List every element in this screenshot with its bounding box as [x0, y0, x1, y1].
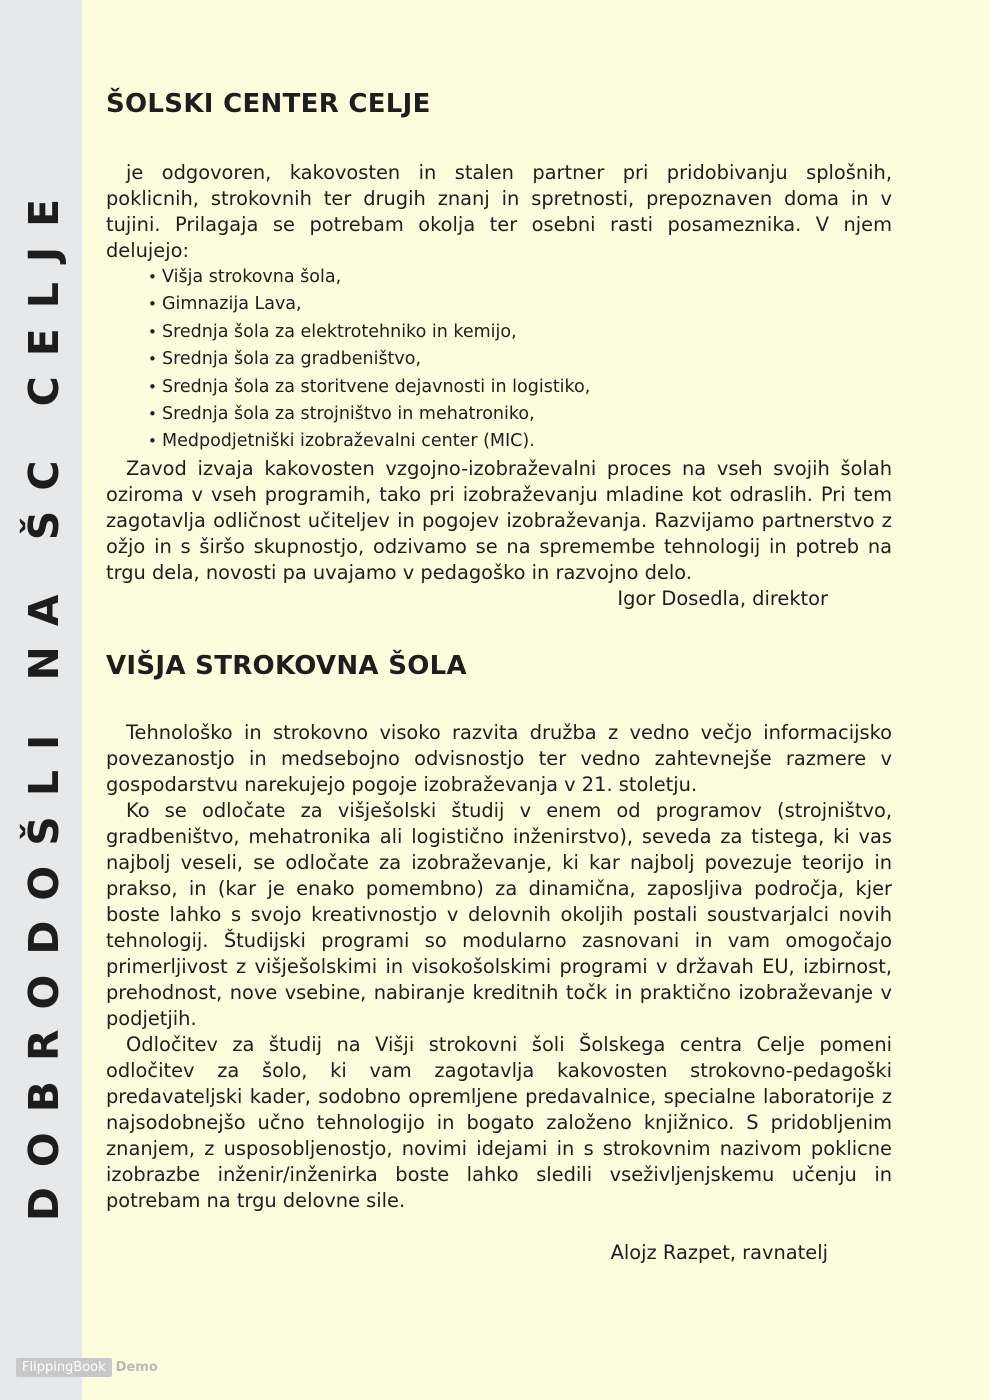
- list-item: • Srednja šola za strojništvo in mehatroniko,: [148, 401, 892, 428]
- intro-paragraph: je odgovoren, kakovosten in stalen partner pri pridobivanju splošnih, poklicnih, strokovnih ter drugih znanj in spretnosti, prepoznaven doma in v tujini. Prilagaja se potrebam okolja ter osebni rasti posameznika. V njem delujejo:: [106, 161, 892, 262]
- body-paragraph: Odločitev za študij na Višji strokovni šoli Šolskega centra Celje pomeni odločitev za šolo, ki vam zagotavlja kakovosten strokovno-pedagoški predavateljski kader, sodobno opremljene predavalnice, specialne laboratorije z najsodobnejšo učno tehnologijo in bogato založeno knjižnico. S pridobljenim znanjem, z usposobljenostjo, novimi idejami in s strokovnim nazivom poklicne izobrazbe inženir/inženirka boste lahko sledili vseživljenjskemu učenju in potrebam na trgu delovne sile.: [106, 1032, 892, 1212]
- watermark-brand: FlippingBook: [16, 1358, 112, 1377]
- signature-principal: Alojz Razpet, ravnatelj: [610, 1240, 828, 1264]
- body-paragraph: Ko se odločate za višješolski študij v enem od programov (strojništvo, gradbeništvo, mehatronika ali logistično inženirstvo), seveda za tistega, ki vas najbolj veseli, se odločate za izobraževanje, ki kar najbolj povezuje teorijo in prakso, in (kar je enako pomembno) za dinamična, zaposljiva področja, kjer boste lahko s svojo kreativnostjo v delovnih okoljih postali soustvarjalci novih tehnologij. Študijski programi so modularno zasnovani in vam omogočajo primerljivost z višješolskimi in visokošolskimi programi v državah EU, izbirnost, prehodnost, nove vsebine, nabiranje kreditnih točk in praktično izobraževanje v podjetjih.: [106, 798, 892, 1030]
- section-heading-visja-sola: VIŠJA STROKOVNA ŠOLA: [106, 650, 467, 681]
- list-item: • Srednja šola za gradbeništvo,: [148, 346, 892, 373]
- body-paragraph: Tehnološko in strokovno visoko razvita družba z vedno večjo informacijsko povezanostjo in medsebojno odvisnostjo ter vedno zahtevnejše razmere v gospodarstvu narekujejo pogoje izobraževanja v 21. stoletju.: [106, 720, 892, 796]
- list-item: • Srednja šola za elektrotehniko in kemijo,: [148, 319, 892, 346]
- vertical-title: DOBRODOŠLI NA ŠC CELJE: [20, 178, 68, 1222]
- list-item: • Gimnazija Lava,: [148, 291, 892, 318]
- sidebar: [0, 0, 82, 1400]
- watermark-label: Demo: [115, 1360, 158, 1375]
- section-heading-solski-center: ŠOLSKI CENTER CELJE: [106, 89, 431, 119]
- signature-director: Igor Dosedla, direktor: [617, 586, 828, 610]
- school-list: [106, 264, 892, 456]
- list-item: • Medpodjetniški izobraževalni center (MIC).: [148, 428, 892, 455]
- list-item: • Srednja šola za storitvene dejavnosti in logistiko,: [148, 374, 892, 401]
- watermark: [16, 1358, 158, 1377]
- page-content: [106, 86, 892, 1266]
- list-item: • Višja strokovna šola,: [148, 264, 892, 291]
- body-paragraph: Zavod izvaja kakovosten vzgojno-izobraževalni proces na vseh svojih šolah oziroma v vseh programih, tako pri izobraževanju mladine kot odraslih. Pri tem zagotavlja odličnost učiteljev in pogojev izobraževanja. Razvijamo partnerstvo z ožjo in s širšo skupnostjo, odzivamo se na spremembe tehnologij in potreb na trgu dela, novosti pa uvajamo v pedagoško in razvojno delo.: [106, 456, 892, 584]
